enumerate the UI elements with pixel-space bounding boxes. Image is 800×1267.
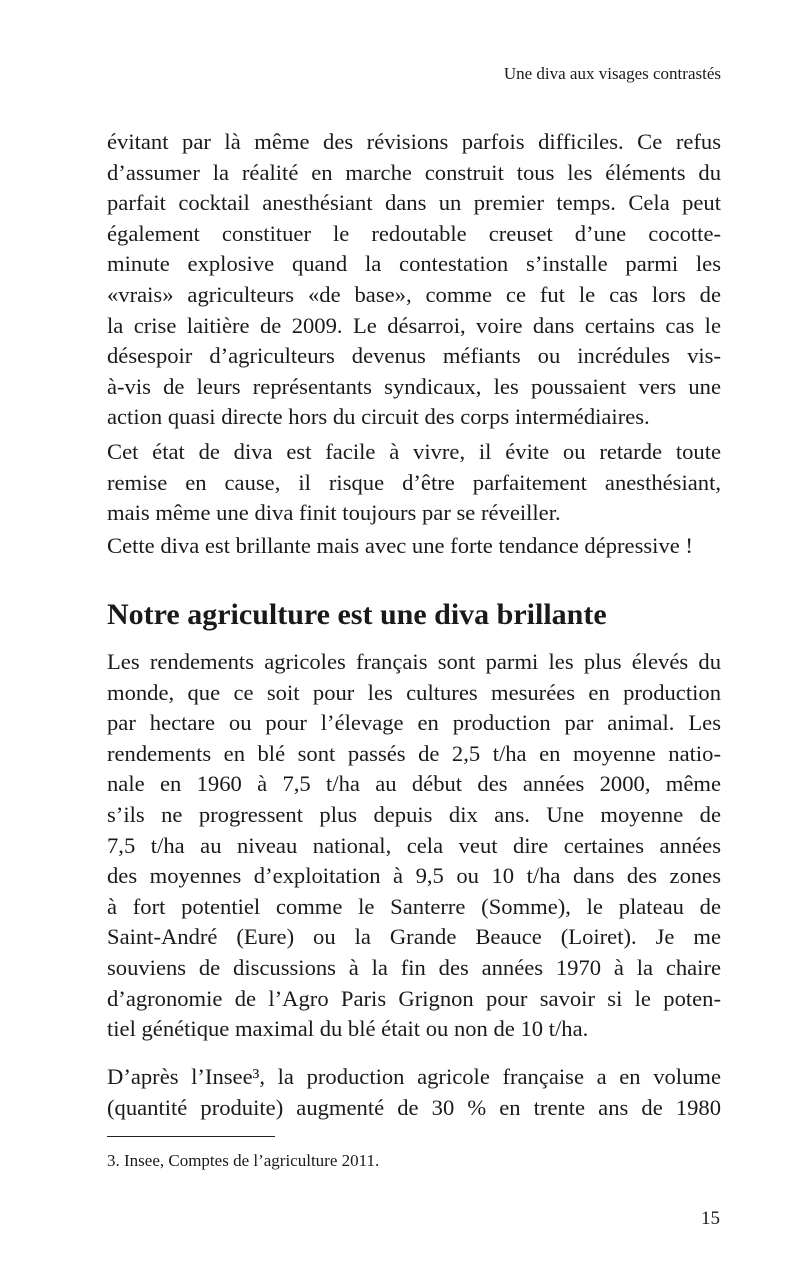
text-line: (quantité produite) augmenté de 30 % en trente ans de 1980 bbox=[107, 1094, 721, 1120]
text-line: également constituer le redoutable creuset d’une cocotte- bbox=[107, 220, 721, 246]
text-line: s’ils ne progressent plus depuis dix ans. Une moyenne de bbox=[107, 801, 721, 827]
footnote: 3. Insee, Comptes de l’agriculture 2011. bbox=[107, 1151, 380, 1170]
text-line: D’après l’Insee³, la production agricole française a en volume bbox=[107, 1064, 721, 1089]
text-line: des moyennes d’exploitation à 9,5 ou 10 t/ha dans des zones bbox=[107, 863, 721, 889]
text-line: parfait cocktail anesthésiant dans un premier temps. Cela peut bbox=[107, 190, 721, 216]
text-line: Cette diva est brillante mais avec une forte tendance dépressive ! bbox=[107, 533, 693, 558]
text-line: évitant par là même des révisions parfois difficiles. Ce refus bbox=[107, 129, 721, 154]
text-line: Les rendements agricoles français sont parmi les plus élevés du bbox=[107, 649, 721, 674]
text-line: Saint-André (Eure) ou la Grande Beauce (Loiret). Je me bbox=[107, 924, 721, 950]
text-line: rendements en blé sont passés de 2,5 t/ha en moyenne natio- bbox=[107, 740, 721, 766]
text-line: action quasi directe hors du circuit des corps intermédiaires. bbox=[107, 404, 650, 430]
paragraph bbox=[107, 437, 721, 529]
text-line: remise en cause, il risque d’être parfaitement anesthésiant, bbox=[107, 469, 721, 495]
text-line: la crise laitière de 2009. Le désarroi, voire dans certains cas le bbox=[107, 312, 721, 338]
paragraph bbox=[107, 127, 721, 433]
text-line: désespoir d’agriculteurs devenus méfiants ou incrédules vis- bbox=[107, 343, 721, 369]
paragraph bbox=[107, 531, 721, 562]
footnote-divider bbox=[107, 1136, 275, 1137]
text-line: d’agronomie de l’Agro Paris Grignon pour savoir si le poten- bbox=[107, 985, 721, 1011]
page-number: 15 bbox=[701, 1208, 720, 1229]
text-line: par hectare ou pour l’élevage en production par animal. Les bbox=[107, 710, 721, 736]
text-line: à-vis de leurs représentants syndicaux, les poussaient vers une bbox=[107, 373, 721, 399]
text-line: minute explosive quand la contestation s’installe parmi les bbox=[107, 251, 721, 277]
text-line: souviens de discussions à la fin des années 1970 à la chaire bbox=[107, 954, 721, 980]
section-heading: Notre agriculture est une diva brillante bbox=[107, 598, 607, 631]
text-line: 7,5 t/ha au niveau national, cela veut dire certaines années bbox=[107, 832, 721, 858]
text-line: à fort potentiel comme le Santerre (Somme), le plateau de bbox=[107, 893, 721, 919]
text-line: mais même une diva finit toujours par se réveiller. bbox=[107, 500, 561, 526]
text-line: monde, que ce soit pour les cultures mesurées en production bbox=[107, 679, 721, 705]
text-line: Cet état de diva est facile à vivre, il évite ou retarde toute bbox=[107, 439, 721, 464]
text-line: «vrais» agriculteurs «de base», comme ce fut le cas lors de bbox=[107, 281, 721, 307]
paragraph bbox=[107, 1062, 721, 1123]
running-head: Une diva aux visages contrastés bbox=[503, 64, 721, 83]
text-line: d’assumer la réalité en marche construit tous les éléments du bbox=[107, 159, 721, 185]
paragraph bbox=[107, 647, 721, 1045]
text-line: nale en 1960 à 7,5 t/ha au début des années 2000, même bbox=[107, 771, 721, 797]
text-line: tiel génétique maximal du blé était ou non de 10 t/ha. bbox=[107, 1016, 589, 1042]
